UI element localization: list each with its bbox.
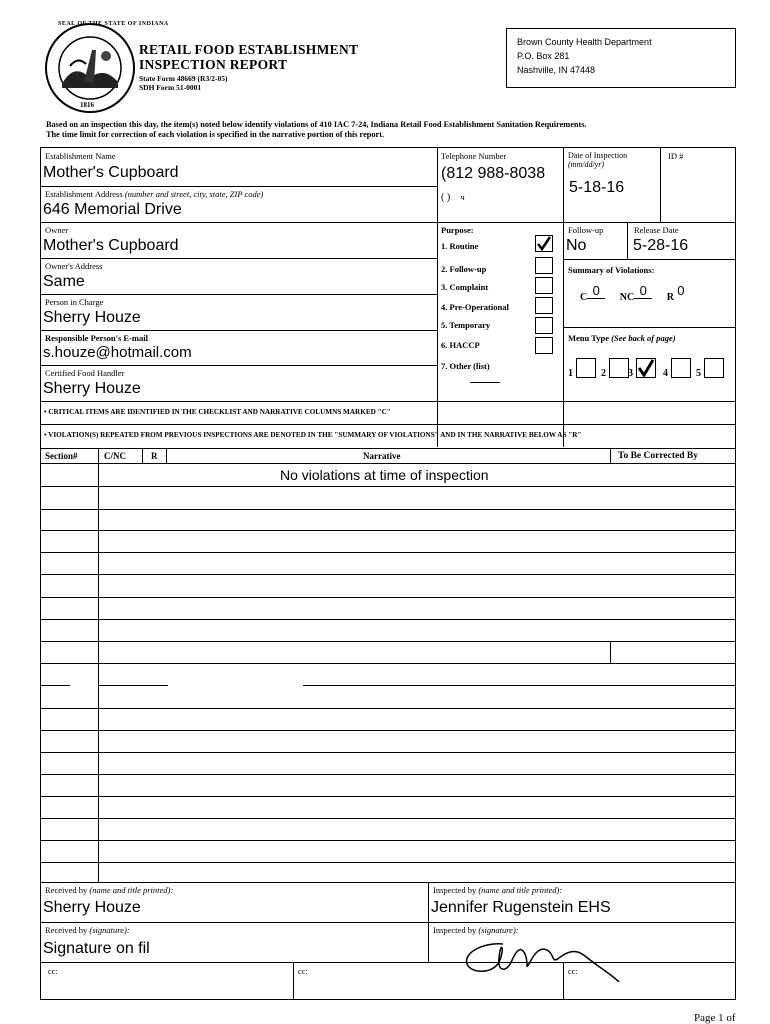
menu-type-option-label: 2 — [601, 368, 606, 379]
form-title-line1: RETAIL FOOD ESTABLISHMENT — [139, 42, 359, 57]
col-r-header: R — [151, 451, 158, 461]
person-in-charge-label: Person in Charge — [45, 297, 104, 307]
section-cell-line — [40, 774, 98, 775]
summary-r-label: R — [666, 292, 674, 303]
food-handler-label: Certified Food Handler — [45, 368, 125, 378]
section-cell-line — [40, 552, 98, 553]
release-date-field[interactable]: 5-28-16 — [633, 237, 689, 254]
table-row-line — [98, 752, 736, 753]
received-by-label-text: Received by — [45, 885, 88, 895]
cc-1-label: cc: — [48, 966, 58, 976]
table-row-line — [98, 641, 736, 642]
note-repeated: • VIOLATION(S) REPEATED FROM PREVIOUS INSPECTIONS ARE DENOTED IN THE "SUMMARY OF VIOLATIONS" AND IN THE NARRATIVE BELOW AS "R" — [44, 431, 582, 439]
received-signature-field[interactable]: Signature on fil — [43, 940, 150, 957]
form-title — [139, 42, 358, 92]
table-row-line — [98, 619, 736, 620]
section-cell-line — [40, 486, 98, 487]
state-seal — [44, 21, 169, 114]
followup-field[interactable]: No — [566, 237, 587, 254]
purpose-label: Purpose: — [441, 225, 474, 235]
stray-line — [303, 685, 736, 686]
section-cell-line — [40, 574, 98, 575]
inspector-signature — [455, 924, 635, 984]
menu-type-option-label: 4 — [663, 368, 668, 379]
summary-c-value[interactable]: 0 — [587, 283, 605, 299]
menu-type-option-label: 5 — [696, 368, 701, 379]
purpose-option-label: 6. HACCP — [441, 340, 480, 350]
owner-field[interactable]: Mother's Cupboard — [43, 237, 179, 254]
department-box — [506, 28, 736, 88]
intro-text — [46, 120, 587, 140]
department-city: Nashville, IN 47448 — [517, 65, 596, 75]
menu-type-option-label: 3 — [628, 368, 633, 379]
establishment-address-field[interactable]: 646 Memorial Drive — [43, 201, 182, 218]
signature-icon — [455, 924, 635, 984]
phone-label: Telephone Number — [441, 151, 507, 161]
phone-secondary-mark: ч — [460, 193, 465, 202]
checkmark-icon — [637, 359, 655, 377]
purpose-option-label: 7. Other (list) — [441, 361, 490, 371]
person-in-charge-field[interactable]: Sherry Houze — [43, 309, 141, 326]
inspection-date-hint: (mm/dd/yr) — [568, 160, 604, 169]
sdh-form-number: SDH Form 51-0001 — [139, 83, 202, 92]
purpose-option-label: 5. Temporary — [441, 320, 491, 330]
summary-c-label: C — [580, 292, 588, 303]
inspected-signature-hint: (signature): — [478, 925, 519, 935]
menu-type-hint: (See back of page) — [611, 333, 676, 343]
summary-nc-value[interactable]: 0 — [634, 283, 652, 299]
intro-line1: Based on an inspection this day, the item(s) noted below identify violations of 410 IAC 7-24, Indiana Retail Food Establishment Sanitation Requirements. — [46, 120, 587, 129]
table-row-line — [98, 552, 736, 553]
col-cnc-header: C/NC — [104, 451, 126, 461]
section-cell-line — [40, 641, 98, 642]
table-row-line — [98, 530, 736, 531]
menu-type-checkbox[interactable] — [636, 358, 656, 378]
establishment-address-label — [45, 189, 263, 199]
table-row-line — [98, 818, 736, 819]
received-by-label — [45, 885, 173, 895]
section-cell-line — [40, 619, 98, 620]
section-column-divider — [98, 463, 99, 882]
section-cell-line — [40, 708, 98, 709]
stray-line — [40, 685, 70, 686]
checkmark-icon — [536, 236, 552, 251]
table-row-line — [98, 708, 736, 709]
release-date-label: Release Date — [634, 225, 679, 235]
table-row-line — [98, 509, 736, 510]
col-section-header: Section# — [45, 451, 78, 461]
inspected-signature-label-text: Inspected by — [433, 925, 477, 935]
inspection-date-field[interactable]: 5-18-16 — [569, 179, 625, 196]
note-critical: • CRITICAL ITEMS ARE IDENTIFIED IN THE CHECKLIST AND NARRATIVE COLUMNS MARKED "C" — [44, 408, 391, 416]
section-cell-line — [40, 730, 98, 731]
table-row-line — [98, 486, 736, 487]
section-cell-line — [40, 530, 98, 531]
section-cell-line — [40, 840, 98, 841]
form-title-line2: INSPECTION REPORT — [139, 57, 288, 72]
menu-type-label-text: Menu Type — [568, 333, 610, 343]
page-number: Page 1 of — [694, 1012, 736, 1024]
received-by-hint: (name and title printed): — [89, 885, 174, 895]
inspected-by-label — [433, 885, 562, 895]
purpose-checkbox[interactable] — [535, 257, 553, 274]
inspection-date-label-text: Date of Inspection — [568, 151, 628, 160]
purpose-option-label: 3. Complaint — [441, 282, 489, 292]
email-field[interactable]: s.houze@hotmail.com — [43, 344, 192, 361]
inspected-by-hint: (name and title printed): — [478, 885, 563, 895]
stray-line — [392, 774, 736, 775]
food-handler-field[interactable]: Sherry Houze — [43, 380, 141, 397]
followup-label: Follow-up — [568, 225, 604, 235]
inspected-by-field[interactable]: Jennifer Rugenstein EHS — [431, 899, 611, 916]
intro-line2: The time limit for correction of each violation is specified in the narrative portion of this report. — [46, 130, 385, 139]
section-cell-line — [40, 663, 98, 664]
received-signature-hint: (signature): — [89, 925, 130, 935]
menu-type-checkbox[interactable] — [576, 358, 596, 378]
table-row-line — [98, 840, 736, 841]
section-cell-line — [40, 796, 98, 797]
establishment-name-field[interactable]: Mother's Cupboard — [43, 164, 179, 181]
first-row-text: No violations at time of inspection — [280, 467, 489, 483]
menu-type-option-label: 1 — [568, 368, 573, 379]
purpose-option-label: 1. Routine — [441, 241, 479, 251]
department-po-box: P.O. Box 281 — [517, 51, 570, 61]
purpose-option-label: 4. Pre-Operational — [441, 302, 509, 312]
purpose-checkbox[interactable] — [535, 235, 553, 252]
table-row-line — [98, 574, 736, 575]
summary-label: Summary of Violations: — [568, 265, 655, 275]
table-row-line — [98, 663, 736, 664]
owner-address-label: Owner's Address — [45, 261, 103, 271]
summary-r-value[interactable]: 0 — [677, 283, 685, 298]
section-cell-line — [40, 509, 98, 510]
correct-by-mark — [610, 641, 611, 663]
phone-secondary-paren: ( ) — [441, 192, 451, 203]
phone-secondary-field[interactable] — [441, 193, 465, 203]
received-by-field[interactable]: Sherry Houze — [43, 899, 141, 916]
col-correct-by-header: To Be Corrected By — [618, 451, 698, 461]
seal-year: 1816 — [80, 101, 94, 109]
form-number: State Form 48669 (R3/2-05) — [139, 74, 228, 83]
purpose-checkbox[interactable] — [535, 297, 553, 314]
menu-type-label — [568, 333, 676, 343]
menu-type-checkbox[interactable] — [704, 358, 724, 378]
inspected-by-label-text: Inspected by — [433, 885, 477, 895]
establishment-name-label: Establishment Name — [45, 151, 116, 161]
owner-address-field[interactable]: Same — [43, 273, 85, 290]
stray-line — [98, 685, 168, 686]
section-cell-line — [40, 818, 98, 819]
cc-3-label: cc: — [568, 966, 578, 976]
id-label: ID # — [668, 151, 684, 161]
address-label-text: Establishment Address — [45, 189, 123, 199]
cc-2-label: cc: — [298, 966, 308, 976]
section-cell-line — [40, 862, 98, 863]
address-label-hint: (number and street, city, state, ZIP code) — [124, 189, 264, 199]
purpose-option-label: 2. Follow-up — [441, 264, 487, 274]
col-narrative-header: Narrative — [363, 451, 401, 461]
menu-type-checkbox[interactable] — [609, 358, 629, 378]
stray-line — [427, 796, 736, 797]
received-signature-label — [45, 925, 130, 935]
table-row-line — [98, 862, 736, 863]
inspection-date-label — [568, 151, 627, 169]
section-cell-line — [40, 752, 98, 753]
table-row-line — [98, 597, 736, 598]
purpose-checkbox[interactable] — [535, 337, 553, 354]
purpose-checkbox[interactable] — [535, 317, 553, 334]
summary-counts — [580, 283, 688, 304]
section-cell-line — [40, 597, 98, 598]
phone-primary-field[interactable]: (812 988-8038 — [441, 165, 546, 182]
seal-text: SEAL OF THE STATE OF INDIANA — [58, 21, 169, 27]
department-name: Brown County Health Department — [517, 37, 652, 47]
email-label: Responsible Person's E-mail — [45, 333, 148, 343]
table-row-line — [98, 730, 736, 731]
summary-nc-label: NC — [619, 292, 635, 303]
received-signature-label-text: Received by — [45, 925, 88, 935]
owner-label: Owner — [45, 225, 69, 235]
menu-type-checkbox[interactable] — [671, 358, 691, 378]
purpose-checkbox[interactable] — [535, 277, 553, 294]
